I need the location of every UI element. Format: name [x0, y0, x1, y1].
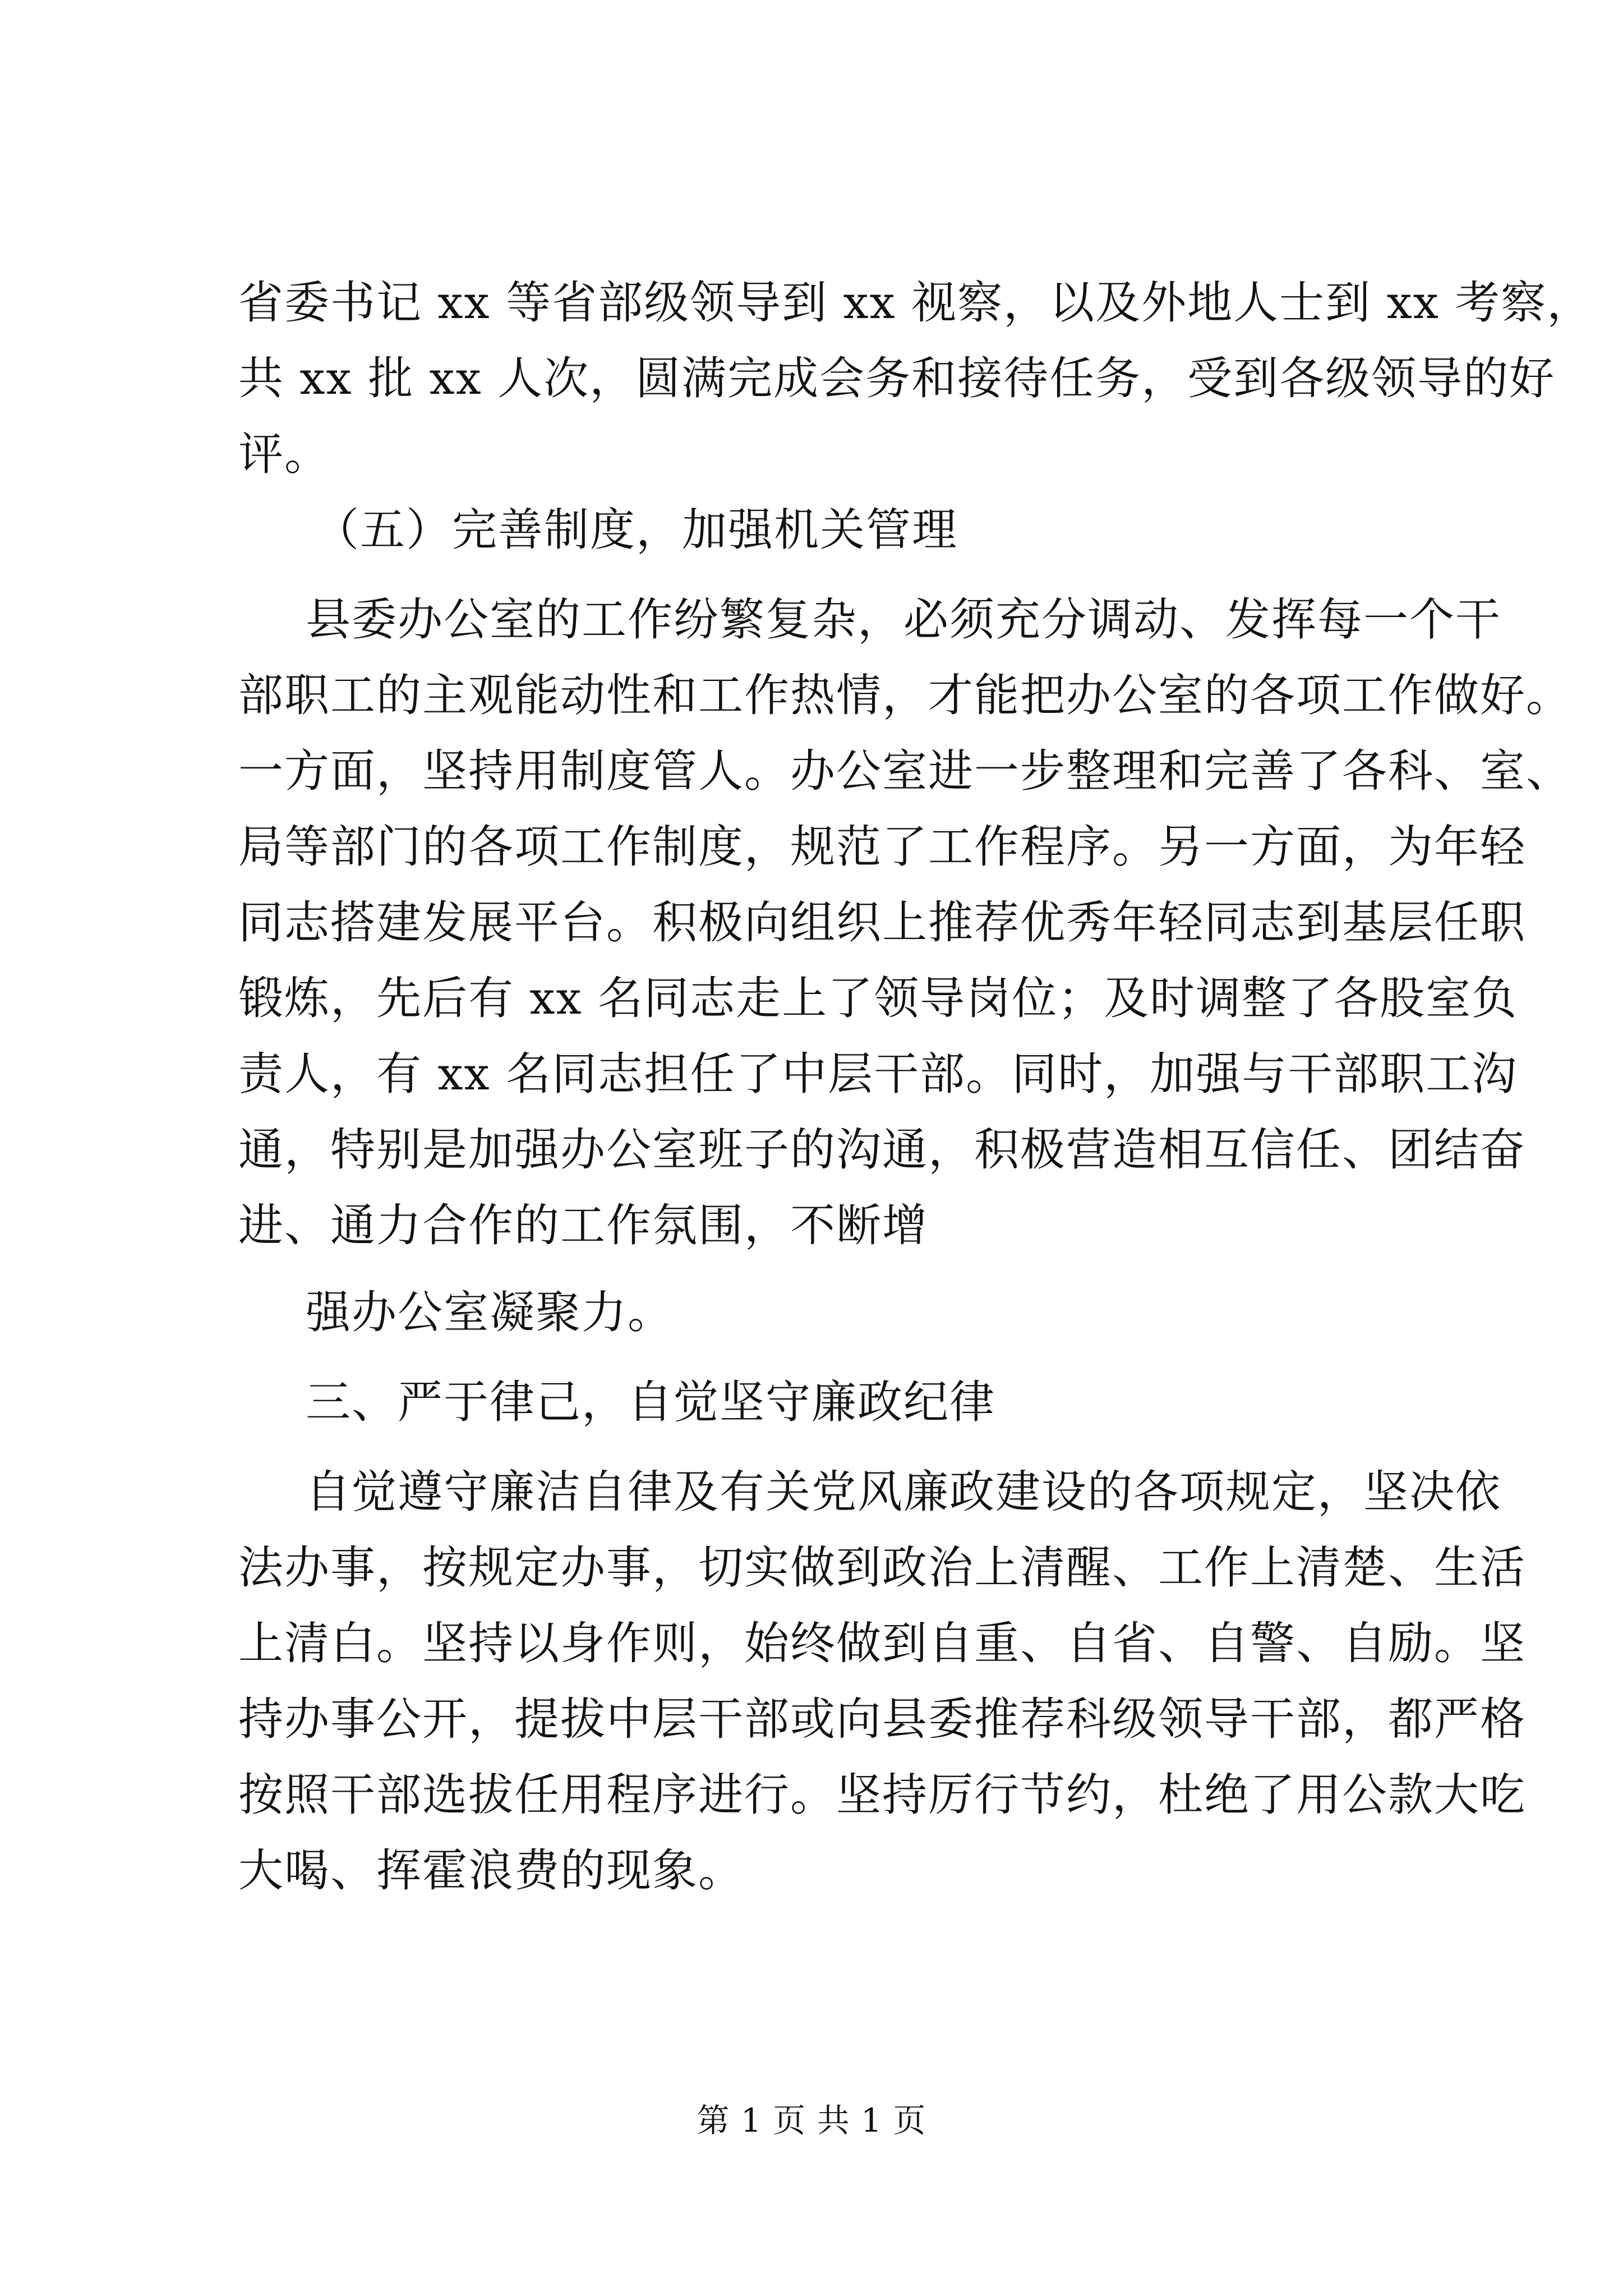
section-heading: （五）完善制度，加强机关管理 [314, 504, 958, 556]
text-line: 部职工的主观能动性和工作热情，才能把办公室的各项工作做好。 [238, 669, 1572, 721]
text-line: 持办事公开，提拔中层干部或向县委推荐科级领导干部，都严格 [238, 1693, 1526, 1745]
page-number-footer: 第 1 页 共 1 页 [697, 2101, 926, 2139]
text-line: 进、通力合作的工作氛围，不断增 [238, 1199, 928, 1251]
text-line: 同志搭建发展平台。积极向组织上推荐优秀年轻同志到基层任职 [238, 896, 1526, 949]
text-line: 一方面，坚持用制度管人。办公室进一步整理和完善了各科、室、 [238, 745, 1572, 797]
text-line: 局等部门的各项工作制度，规范了工作程序。另一方面，为年轻 [238, 821, 1526, 873]
text-line: 省委书记 xx 等省部级领导到 xx 视察，以及外地人士到 xx 考察， [238, 277, 1593, 329]
text-line: 按照干部选拔任用程序进行。坚持厉行节约，杜绝了用公款大吃 [238, 1769, 1526, 1821]
text-line: 强办公室凝聚力。 [306, 1286, 674, 1338]
text-line: 通，特别是加强办公室班子的沟通，积极营造相互信任、团结奋 [238, 1124, 1526, 1176]
text-line: 上清白。坚持以身作则，始终做到自重、自省、自警、自励。坚 [238, 1617, 1526, 1669]
text-line: 锻炼，先后有 xx 名同志走上了领导岗位；及时调整了各股室负 [238, 972, 1518, 1024]
text-line: 县委办公室的工作纷繁复杂，必须充分调动、发挥每一个干 [306, 593, 1501, 646]
text-line: 大喝、挥霍浪费的现象。 [238, 1844, 744, 1897]
text-line: 自觉遵守廉洁自律及有关党风廉政建设的各项规定，坚决依 [306, 1466, 1501, 1518]
section-heading: 三、严于律己，自觉坚守廉政纪律 [306, 1376, 995, 1428]
text-line: 评。 [238, 428, 330, 480]
text-line: 共 xx 批 xx 人次，圆满完成会务和接待任务，受到各级领导的好 [238, 352, 1556, 404]
text-line: 责人，有 xx 名同志担任了中层干部。同时，加强与干部职工沟 [238, 1048, 1518, 1100]
text-line: 法办事，按规定办事，切实做到政治上清醒、工作上清楚、生活 [238, 1542, 1526, 1594]
